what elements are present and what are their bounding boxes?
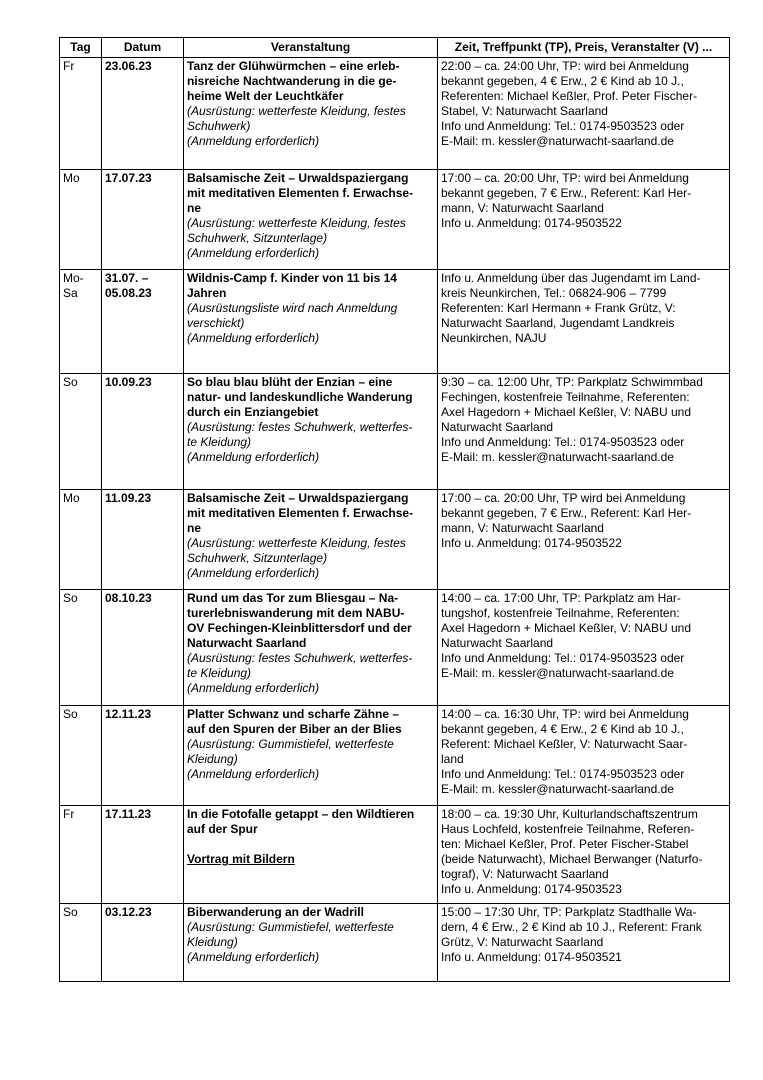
cell-tag: Mo [60,490,102,590]
cell-info [438,270,730,374]
cell-info [438,58,730,170]
cell-info [438,170,730,270]
cell-veranstaltung [184,904,438,982]
cell-datum: 31.07. – 05.08.23 [102,270,184,374]
header-row [60,38,730,58]
event-notes: (Ausrüstung: wetterfeste Kleidung, festes Schuhwerk) (Anmeldung erforderlich) [187,104,406,148]
event-contact: Info u. Anmeldung: 0174-9503521 [441,950,622,964]
cell-tag: Fr [60,806,102,904]
event-title: Biberwanderung an der Wadrill [187,905,364,919]
event-details: 14:00 – ca. 16:30 Uhr, TP: wird bei Anmeldung bekannt gegeben, 4 € Erw., 2 € Kind ab 10 J., Referent: Michael Keßler, V: Naturwacht Saar- land [441,707,689,766]
events-table [59,37,730,982]
cell-tag: So [60,706,102,806]
cell-veranstaltung [184,270,438,374]
table-row [60,170,730,270]
cell-datum: 23.06.23 [102,58,184,170]
event-contact: Info u. Anmeldung: 0174-9503523 [441,882,622,896]
cell-datum: 12.11.23 [102,706,184,806]
event-notes: (Ausrüstung: festes Schuhwerk, wetterfes- te Kleidung) (Anmeldung erforderlich) [187,420,413,464]
event-notes: (Ausrüstung: Gummistiefel, wetterfeste Kleidung) (Anmeldung erforderlich) [187,920,394,964]
header-info: Zeit, Treffpunkt (TP), Preis, Veranstalter (V) ... [438,38,730,58]
event-notes: (Ausrüstung: festes Schuhwerk, wetterfes- te Kleidung) (Anmeldung erforderlich) [187,651,413,695]
cell-veranstaltung [184,58,438,170]
cell-datum: 17.11.23 [102,806,184,904]
event-contact: Referenten: Karl Hermann + Frank Grütz, V: Naturwacht Saarland, Jugendamt Landkreis Neunkirchen, NAJU [441,301,676,345]
table-row [60,490,730,590]
event-details: 15:00 – 17:30 Uhr, TP: Parkplatz Stadthalle Wa- dern, 4 € Erw., 2 € Kind ab 10 J., Referent: Frank Grütz, V: Naturwacht Saarland [441,905,702,949]
event-title: Balsamische Zeit – Urwaldspaziergang mit meditativen Elementen f. Erwachse- ne [187,171,414,215]
cell-datum: 10.09.23 [102,374,184,490]
cell-veranstaltung [184,374,438,490]
cell-veranstaltung [184,706,438,806]
event-details: 22:00 – ca. 24:00 Uhr, TP: wird bei Anmeldung bekannt gegeben, 4 € Erw., 2 € Kind ab 10 J., Referenten: Michael Keßler, Prof. Peter Fischer- Stabel, V: Naturwacht Saarland [441,59,698,118]
event-details: 18:00 – ca. 19:30 Uhr, Kulturlandschaftszentrum Haus Lochfeld, kostenfreie Teilnahme, Referen- ten: Michael Keßler, Prof. Peter Fischer-Stabel (beide Naturwacht), Michael Berwanger (Naturfo- tograf), V: Naturwacht Saarland [441,807,703,881]
cell-info [438,806,730,904]
table-body [60,58,730,982]
cell-datum: 11.09.23 [102,490,184,590]
cell-datum: 03.12.23 [102,904,184,982]
event-title: Tanz der Glühwürmchen – eine erleb- nisreiche Nachtwanderung in die ge- heime Welt der Leuchtkäfer [187,59,400,103]
cell-veranstaltung [184,806,438,904]
table-row [60,374,730,490]
event-title: In die Fotofalle getappt – den Wildtieren auf der Spur [187,807,415,836]
table-row [60,706,730,806]
table-row [60,58,730,170]
event-title: Balsamische Zeit – Urwaldspaziergang mit meditativen Elementen f. Erwachse- ne [187,491,414,535]
cell-datum: 17.07.23 [102,170,184,270]
cell-tag: Fr [60,58,102,170]
cell-tag: So [60,374,102,490]
event-contact: Info u. Anmeldung: 0174-9503522 [441,216,622,230]
header-veranstaltung: Veranstaltung [184,38,438,58]
cell-info [438,590,730,706]
event-subtitle: Vortrag mit Bildern [187,852,295,866]
event-notes: (Ausrüstung: Gummistiefel, wetterfeste Kleidung) (Anmeldung erforderlich) [187,737,394,781]
table-row [60,270,730,374]
cell-veranstaltung [184,590,438,706]
cell-tag: So [60,904,102,982]
event-title: So blau blau blüht der Enzian – eine natur- und landeskundliche Wanderung durch ein Enziangebiet [187,375,413,419]
cell-veranstaltung [184,490,438,590]
cell-veranstaltung [184,170,438,270]
cell-datum: 08.10.23 [102,590,184,706]
event-details: 17:00 – ca. 20:00 Uhr, TP wird bei Anmeldung bekannt gegeben, 7 € Erw., Referent: Karl Her- mann, V: Naturwacht Saarland [441,491,692,535]
event-notes: (Ausrüstungsliste wird nach Anmeldung verschickt) (Anmeldung erforderlich) [187,301,398,345]
event-notes: (Ausrüstung: wetterfeste Kleidung, festes Schuhwerk, Sitzunterlage) (Anmeldung erforderlich) [187,536,406,580]
event-details: 17:00 – ca. 20:00 Uhr, TP: wird bei Anmeldung bekannt gegeben, 7 € Erw., Referent: Karl Her- mann, V: Naturwacht Saarland [441,171,692,215]
event-title: Wildnis-Camp f. Kinder von 11 bis 14 Jahren [187,271,397,300]
cell-info [438,374,730,490]
header-datum: Datum [102,38,184,58]
cell-info [438,490,730,590]
event-details: 14:00 – ca. 17:00 Uhr, TP: Parkplatz am Har- tungshof, kostenfreie Teilnahme, Referenten: Axel Hagedorn + Michael Keßler, V: NABU und Naturwacht Saarland [441,591,692,650]
event-contact: Info und Anmeldung: Tel.: 0174-9503523 oder E-Mail: m. kessler@naturwacht-saarland.de [441,651,685,680]
event-contact: Info und Anmeldung: Tel.: 0174-9503523 oder E-Mail: m. kessler@naturwacht-saarland.de [441,767,685,796]
event-title: Platter Schwanz und scharfe Zähne – auf den Spuren der Biber an der Blies [187,707,402,736]
event-contact: Info und Anmeldung: Tel.: 0174-9503523 oder E-Mail: m. kessler@naturwacht-saarland.de [441,435,685,464]
event-details: Info u. Anmeldung über das Jugendamt im Land- kreis Neunkirchen, Tel.: 06824-906 – 7799 [441,271,701,300]
event-title: Rund um das Tor zum Bliesgau – Na- turerlebniswanderung mit dem NABU- OV Fechingen-Kleinblittersdorf und der Naturwacht Saarland [187,591,412,650]
cell-tag: So [60,590,102,706]
event-contact: Info und Anmeldung: Tel.: 0174-9503523 oder E-Mail: m. kessler@naturwacht-saarland.de [441,119,685,148]
cell-tag: Mo- Sa [60,270,102,374]
cell-info [438,904,730,982]
table-row [60,806,730,904]
event-details: 9:30 – ca. 12:00 Uhr, TP: Parkplatz Schwimmbad Fechingen, kostenfreie Teilnahme, Referenten: Axel Hagedorn + Michael Keßler, V: NABU und Naturwacht Saarland [441,375,703,434]
event-notes: (Ausrüstung: wetterfeste Kleidung, festes Schuhwerk, Sitzunterlage) (Anmeldung erforderlich) [187,216,406,260]
table-row [60,904,730,982]
event-contact: Info u. Anmeldung: 0174-9503522 [441,536,622,550]
cell-info [438,706,730,806]
cell-tag: Mo [60,170,102,270]
table-row [60,590,730,706]
header-tag: Tag [60,38,102,58]
